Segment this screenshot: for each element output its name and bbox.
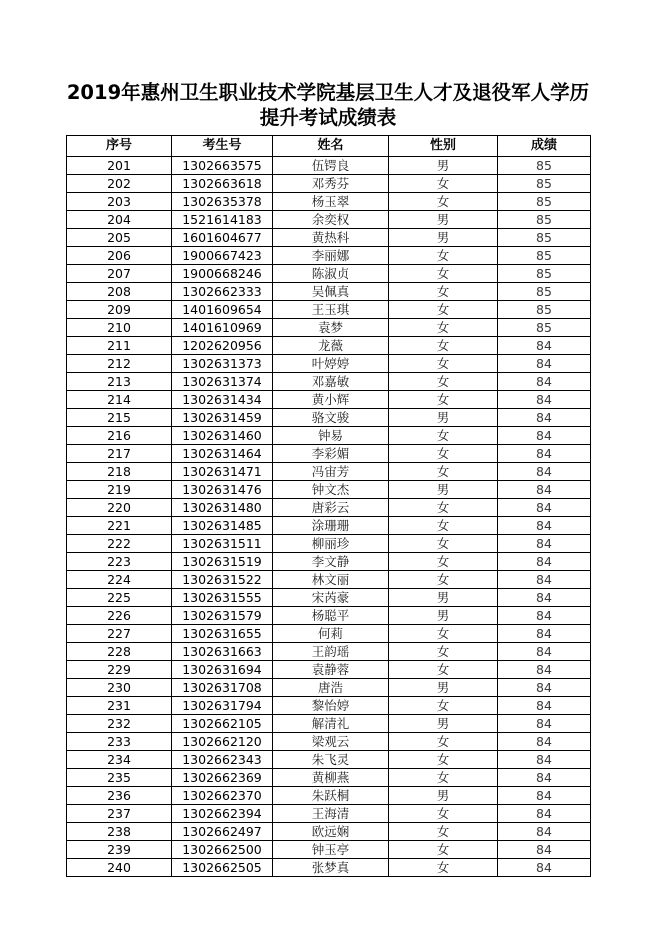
cell-sex: 女 [389, 445, 498, 463]
cell-score: 84 [498, 823, 591, 841]
cell-sex: 男 [389, 715, 498, 733]
cell-name: 钟文杰 [273, 481, 389, 499]
cell-name: 黄柳燕 [273, 769, 389, 787]
cell-exam: 1302662505 [172, 859, 273, 877]
table-row [67, 625, 591, 643]
column-header-name: 姓名 [273, 136, 389, 157]
cell-name: 龙薇 [273, 337, 389, 355]
cell-sex: 女 [389, 517, 498, 535]
cell-name: 杨玉翠 [273, 193, 389, 211]
cell-name: 钟玉亭 [273, 841, 389, 859]
cell-exam: 1302631579 [172, 607, 273, 625]
cell-score: 85 [498, 175, 591, 193]
cell-exam: 1302662333 [172, 283, 273, 301]
cell-sex: 女 [389, 193, 498, 211]
cell-name: 朱跃桐 [273, 787, 389, 805]
cell-score: 84 [498, 679, 591, 697]
table-row [67, 571, 591, 589]
cell-exam: 1302631655 [172, 625, 273, 643]
cell-exam: 1302663618 [172, 175, 273, 193]
table-row [67, 841, 591, 859]
cell-sex: 女 [389, 301, 498, 319]
cell-seq: 207 [67, 265, 172, 283]
cell-sex: 男 [389, 787, 498, 805]
table-row [67, 463, 591, 481]
cell-score: 85 [498, 265, 591, 283]
cell-sex: 女 [389, 463, 498, 481]
cell-seq: 214 [67, 391, 172, 409]
table-row [67, 391, 591, 409]
table-row [67, 265, 591, 283]
table-row [67, 607, 591, 625]
cell-seq: 218 [67, 463, 172, 481]
cell-name: 袁梦 [273, 319, 389, 337]
cell-name: 朱飞灵 [273, 751, 389, 769]
cell-sex: 女 [389, 499, 498, 517]
table-body [67, 157, 591, 877]
table-row [67, 373, 591, 391]
cell-score: 84 [498, 589, 591, 607]
table-row [67, 283, 591, 301]
cell-seq: 230 [67, 679, 172, 697]
cell-sex: 女 [389, 265, 498, 283]
cell-name: 李文静 [273, 553, 389, 571]
cell-exam: 1302631471 [172, 463, 273, 481]
cell-exam: 1302631476 [172, 481, 273, 499]
table-row [67, 859, 591, 877]
cell-sex: 女 [389, 643, 498, 661]
table-row [67, 409, 591, 427]
cell-exam: 1302663575 [172, 157, 273, 175]
cell-name: 何莉 [273, 625, 389, 643]
cell-sex: 女 [389, 769, 498, 787]
table-row [67, 733, 591, 751]
cell-name: 余奕权 [273, 211, 389, 229]
cell-name: 李彩媚 [273, 445, 389, 463]
table-row [67, 553, 591, 571]
cell-seq: 236 [67, 787, 172, 805]
cell-score: 85 [498, 229, 591, 247]
cell-seq: 239 [67, 841, 172, 859]
cell-seq: 221 [67, 517, 172, 535]
cell-score: 84 [498, 787, 591, 805]
table-row [67, 157, 591, 175]
table-row [67, 823, 591, 841]
cell-seq: 231 [67, 697, 172, 715]
cell-name: 柳丽珍 [273, 535, 389, 553]
cell-seq: 201 [67, 157, 172, 175]
cell-name: 黄热科 [273, 229, 389, 247]
cell-exam: 1401609654 [172, 301, 273, 319]
cell-exam: 1302631519 [172, 553, 273, 571]
cell-sex: 女 [389, 859, 498, 877]
cell-name: 唐彩云 [273, 499, 389, 517]
cell-name: 邓秀芬 [273, 175, 389, 193]
cell-sex: 女 [389, 733, 498, 751]
cell-score: 85 [498, 283, 591, 301]
cell-seq: 237 [67, 805, 172, 823]
table-row [67, 427, 591, 445]
cell-seq: 216 [67, 427, 172, 445]
cell-name: 王海清 [273, 805, 389, 823]
cell-sex: 女 [389, 373, 498, 391]
score-table [66, 135, 591, 877]
table-row [67, 805, 591, 823]
cell-seq: 213 [67, 373, 172, 391]
cell-seq: 211 [67, 337, 172, 355]
cell-seq: 240 [67, 859, 172, 877]
table-row [67, 499, 591, 517]
page-title-line-2: 提升考试成绩表 [259, 106, 397, 129]
cell-exam: 1302631374 [172, 373, 273, 391]
cell-seq: 223 [67, 553, 172, 571]
table-row [67, 481, 591, 499]
cell-exam: 1302662394 [172, 805, 273, 823]
cell-seq: 228 [67, 643, 172, 661]
cell-sex: 女 [389, 427, 498, 445]
cell-seq: 229 [67, 661, 172, 679]
cell-exam: 1302631794 [172, 697, 273, 715]
cell-name: 王玉琪 [273, 301, 389, 319]
cell-score: 84 [498, 373, 591, 391]
cell-seq: 203 [67, 193, 172, 211]
cell-sex: 女 [389, 751, 498, 769]
cell-sex: 女 [389, 175, 498, 193]
table-row [67, 679, 591, 697]
cell-name: 陈淑贞 [273, 265, 389, 283]
cell-sex: 女 [389, 391, 498, 409]
cell-sex: 男 [389, 157, 498, 175]
table-row [67, 535, 591, 553]
column-header-exam: 考生号 [172, 136, 273, 157]
cell-score: 84 [498, 661, 591, 679]
cell-score: 84 [498, 391, 591, 409]
cell-seq: 206 [67, 247, 172, 265]
cell-score: 84 [498, 769, 591, 787]
cell-score: 84 [498, 643, 591, 661]
cell-score: 84 [498, 805, 591, 823]
cell-exam: 1302662500 [172, 841, 273, 859]
cell-score: 84 [498, 751, 591, 769]
cell-seq: 235 [67, 769, 172, 787]
cell-name: 李丽娜 [273, 247, 389, 265]
cell-seq: 219 [67, 481, 172, 499]
table-row [67, 247, 591, 265]
cell-name: 解清礼 [273, 715, 389, 733]
cell-exam: 1900668246 [172, 265, 273, 283]
cell-score: 84 [498, 517, 591, 535]
cell-score: 84 [498, 733, 591, 751]
cell-score: 84 [498, 571, 591, 589]
cell-name: 黎怡婷 [273, 697, 389, 715]
cell-sex: 女 [389, 625, 498, 643]
cell-name: 王韵瑶 [273, 643, 389, 661]
cell-exam: 1302662105 [172, 715, 273, 733]
cell-score: 85 [498, 301, 591, 319]
cell-score: 85 [498, 193, 591, 211]
cell-sex: 男 [389, 481, 498, 499]
table-row [67, 229, 591, 247]
cell-exam: 1401610969 [172, 319, 273, 337]
cell-seq: 202 [67, 175, 172, 193]
cell-exam: 1302635378 [172, 193, 273, 211]
cell-name: 唐浩 [273, 679, 389, 697]
cell-sex: 男 [389, 229, 498, 247]
table-row [67, 445, 591, 463]
cell-name: 杨聪平 [273, 607, 389, 625]
cell-score: 84 [498, 535, 591, 553]
column-header-seq: 序号 [67, 136, 172, 157]
cell-score: 85 [498, 157, 591, 175]
cell-sex: 女 [389, 571, 498, 589]
table-row [67, 643, 591, 661]
cell-score: 84 [498, 499, 591, 517]
cell-exam: 1302631434 [172, 391, 273, 409]
cell-score: 84 [498, 463, 591, 481]
cell-score: 84 [498, 445, 591, 463]
cell-seq: 220 [67, 499, 172, 517]
cell-name: 张梦真 [273, 859, 389, 877]
table-row [67, 517, 591, 535]
cell-name: 林文丽 [273, 571, 389, 589]
cell-sex: 男 [389, 607, 498, 625]
table-header-row [67, 136, 591, 157]
cell-seq: 209 [67, 301, 172, 319]
cell-seq: 224 [67, 571, 172, 589]
cell-sex: 女 [389, 535, 498, 553]
cell-sex: 女 [389, 823, 498, 841]
cell-exam: 1302631485 [172, 517, 273, 535]
cell-seq: 222 [67, 535, 172, 553]
cell-exam: 1302631555 [172, 589, 273, 607]
table-row [67, 697, 591, 715]
cell-sex: 女 [389, 805, 498, 823]
cell-exam: 1302631460 [172, 427, 273, 445]
table-header [67, 136, 591, 157]
table-row [67, 319, 591, 337]
cell-score: 84 [498, 409, 591, 427]
cell-seq: 208 [67, 283, 172, 301]
cell-score: 84 [498, 715, 591, 733]
cell-seq: 232 [67, 715, 172, 733]
page-title [66, 80, 590, 130]
cell-seq: 225 [67, 589, 172, 607]
cell-name: 伍锷良 [273, 157, 389, 175]
cell-score: 84 [498, 553, 591, 571]
cell-exam: 1302631373 [172, 355, 273, 373]
table-row [67, 175, 591, 193]
cell-seq: 210 [67, 319, 172, 337]
cell-score: 84 [498, 427, 591, 445]
cell-name: 宋芮豪 [273, 589, 389, 607]
cell-seq: 226 [67, 607, 172, 625]
cell-sex: 女 [389, 283, 498, 301]
cell-sex: 女 [389, 841, 498, 859]
cell-sex: 女 [389, 247, 498, 265]
table-row [67, 355, 591, 373]
cell-name: 欧远娴 [273, 823, 389, 841]
cell-sex: 男 [389, 679, 498, 697]
cell-name: 梁观云 [273, 733, 389, 751]
cell-exam: 1601604677 [172, 229, 273, 247]
cell-name: 吴佩真 [273, 283, 389, 301]
cell-seq: 217 [67, 445, 172, 463]
cell-exam: 1302631522 [172, 571, 273, 589]
cell-sex: 女 [389, 697, 498, 715]
cell-sex: 男 [389, 409, 498, 427]
cell-exam: 1302631464 [172, 445, 273, 463]
table-row [67, 751, 591, 769]
table-row [67, 211, 591, 229]
table-row [67, 715, 591, 733]
cell-score: 84 [498, 607, 591, 625]
cell-sex: 女 [389, 661, 498, 679]
cell-exam: 1302631480 [172, 499, 273, 517]
cell-sex: 男 [389, 211, 498, 229]
cell-exam: 1521614183 [172, 211, 273, 229]
cell-name: 黄小辉 [273, 391, 389, 409]
column-header-sex: 性别 [389, 136, 498, 157]
table-row [67, 193, 591, 211]
cell-seq: 233 [67, 733, 172, 751]
table-row [67, 787, 591, 805]
cell-score: 84 [498, 625, 591, 643]
cell-sex: 男 [389, 589, 498, 607]
cell-name: 涂珊珊 [273, 517, 389, 535]
cell-score: 84 [498, 337, 591, 355]
cell-exam: 1302631663 [172, 643, 273, 661]
cell-name: 邓嘉敏 [273, 373, 389, 391]
table-row [67, 661, 591, 679]
cell-seq: 238 [67, 823, 172, 841]
cell-exam: 1302662120 [172, 733, 273, 751]
table-row [67, 337, 591, 355]
cell-exam: 1302631708 [172, 679, 273, 697]
cell-name: 叶婷婷 [273, 355, 389, 373]
cell-seq: 234 [67, 751, 172, 769]
cell-score: 84 [498, 859, 591, 877]
cell-exam: 1302631459 [172, 409, 273, 427]
cell-seq: 227 [67, 625, 172, 643]
cell-exam: 1302631694 [172, 661, 273, 679]
cell-sex: 女 [389, 319, 498, 337]
cell-seq: 204 [67, 211, 172, 229]
cell-exam: 1900667423 [172, 247, 273, 265]
table-row [67, 769, 591, 787]
cell-score: 84 [498, 841, 591, 859]
cell-name: 袁静蓉 [273, 661, 389, 679]
cell-seq: 212 [67, 355, 172, 373]
cell-score: 85 [498, 319, 591, 337]
cell-exam: 1302662369 [172, 769, 273, 787]
cell-seq: 205 [67, 229, 172, 247]
cell-name: 骆文骏 [273, 409, 389, 427]
cell-sex: 女 [389, 355, 498, 373]
cell-score: 84 [498, 481, 591, 499]
page-title-line-1: 2019年惠州卫生职业技术学院基层卫生人才及退役军人学历 [66, 81, 590, 104]
table-row [67, 301, 591, 319]
table-row [67, 589, 591, 607]
cell-score: 85 [498, 247, 591, 265]
cell-score: 85 [498, 211, 591, 229]
column-header-score: 成绩 [498, 136, 591, 157]
cell-sex: 女 [389, 553, 498, 571]
cell-exam: 1302662343 [172, 751, 273, 769]
cell-exam: 1302631511 [172, 535, 273, 553]
cell-name: 钟易 [273, 427, 389, 445]
cell-exam: 1202620956 [172, 337, 273, 355]
cell-exam: 1302662370 [172, 787, 273, 805]
cell-seq: 215 [67, 409, 172, 427]
cell-sex: 女 [389, 337, 498, 355]
cell-score: 84 [498, 697, 591, 715]
cell-exam: 1302662497 [172, 823, 273, 841]
cell-name: 冯宙芳 [273, 463, 389, 481]
cell-score: 84 [498, 355, 591, 373]
